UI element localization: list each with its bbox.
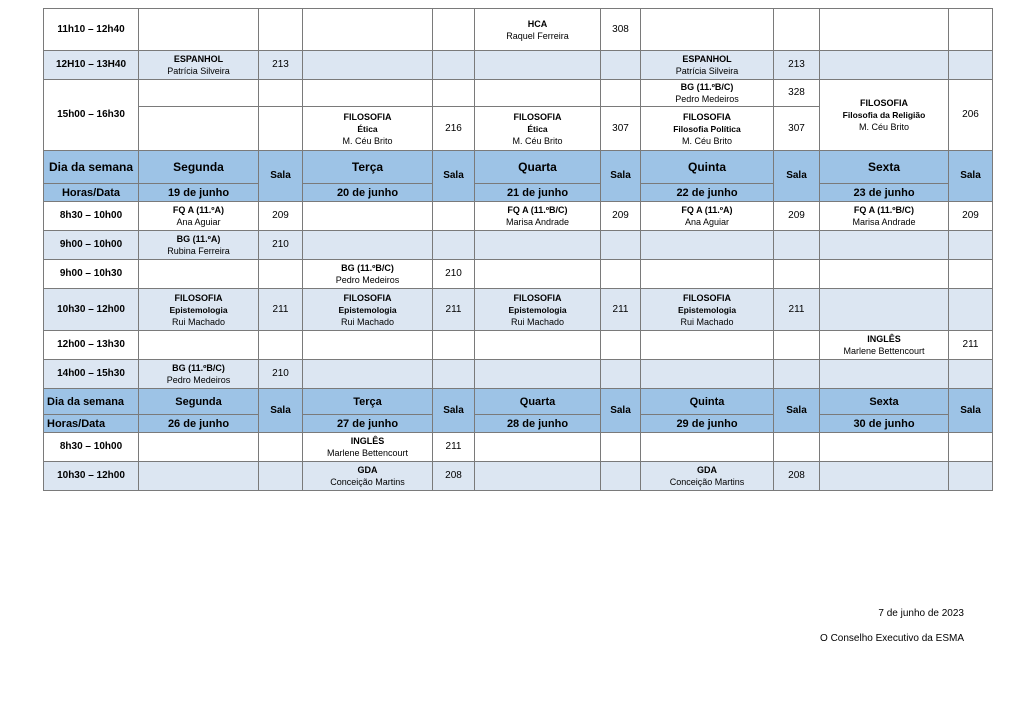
exam-subject: BG (11.ºB/C)	[341, 263, 394, 273]
exam-subject: BG (11.ºB/C)	[172, 363, 225, 373]
exam-cell	[139, 80, 259, 107]
day-name: Segunda	[139, 151, 259, 184]
room-cell	[601, 462, 641, 491]
exam-cell	[139, 462, 259, 491]
exam-topic: Epistemologia	[338, 304, 397, 315]
exam-cell	[475, 107, 601, 151]
exam-cell	[641, 80, 774, 107]
exam-cell	[641, 331, 774, 360]
room-cell	[433, 331, 475, 360]
room-cell	[949, 9, 993, 51]
day-name: Quarta	[475, 389, 601, 415]
room-header: Sala	[774, 389, 820, 433]
day-name: Quinta	[641, 389, 774, 415]
day-date: 22 de junho	[641, 184, 774, 202]
exam-cell	[303, 80, 433, 107]
room-cell: 206	[949, 80, 993, 151]
time-slot: 10h30 – 12h00	[44, 462, 139, 491]
room-cell: 209	[601, 202, 641, 231]
exam-topic: Ética	[527, 123, 548, 134]
exam-subject: FILOSOFIA	[343, 292, 392, 303]
room-cell: 211	[949, 331, 993, 360]
exam-cell	[303, 51, 433, 80]
room-header: Sala	[949, 151, 993, 202]
time-slot: 11h10 – 12h40	[44, 9, 139, 51]
room-cell	[433, 202, 475, 231]
day-name: Terça	[303, 151, 433, 184]
exam-cell	[820, 433, 949, 462]
room-cell: 210	[433, 260, 475, 289]
room-cell	[433, 51, 475, 80]
day-date: 21 de junho	[475, 184, 601, 202]
exam-cell	[820, 231, 949, 260]
time-slot: 12h00 – 13h30	[44, 331, 139, 360]
exam-cell	[303, 231, 433, 260]
room-cell	[433, 360, 475, 389]
exam-subject: INGLÊS	[350, 436, 385, 446]
exam-cell	[820, 360, 949, 389]
room-header: Sala	[259, 389, 303, 433]
exam-teacher: Rui Machado	[510, 316, 565, 327]
day-date: 20 de junho	[303, 184, 433, 202]
exam-cell	[303, 260, 433, 289]
room-cell	[949, 360, 993, 389]
time-slot: 8h30 – 10h00	[44, 202, 139, 231]
room-cell	[601, 433, 641, 462]
room-cell: 210	[259, 231, 303, 260]
exam-teacher: Rui Machado	[171, 316, 226, 327]
exam-cell	[475, 289, 601, 331]
exam-teacher: Patrícia Silveira	[167, 66, 230, 76]
exam-subject: FILOSOFIA	[174, 292, 223, 303]
room-cell	[259, 462, 303, 491]
exam-cell	[303, 433, 433, 462]
room-header: Sala	[601, 151, 641, 202]
exam-topic: Filosofia Política	[673, 123, 741, 134]
hours-date-label: Horas/Data	[44, 184, 139, 202]
time-slot: 9h00 – 10h30	[44, 260, 139, 289]
footer-date: 7 de junho de 2023	[878, 608, 964, 619]
room-cell	[601, 231, 641, 260]
exam-cell	[820, 462, 949, 491]
room-cell	[259, 260, 303, 289]
exam-subject: FILOSOFIA	[860, 98, 908, 108]
room-cell: 307	[601, 107, 641, 151]
exam-cell	[475, 9, 601, 51]
room-cell	[433, 9, 475, 51]
exam-subject: INGLÊS	[867, 334, 901, 344]
time-slot: 9h00 – 10h00	[44, 231, 139, 260]
exam-cell	[475, 433, 601, 462]
exam-cell	[303, 289, 433, 331]
exam-cell	[820, 9, 949, 51]
exam-topic: Epistemologia	[677, 304, 737, 315]
exam-teacher: M. Céu Brito	[512, 135, 563, 146]
exam-cell	[820, 260, 949, 289]
room-cell	[774, 360, 820, 389]
exam-cell	[303, 107, 433, 151]
room-cell: 209	[774, 202, 820, 231]
exam-teacher: Pedro Medeiros	[335, 275, 400, 285]
exam-cell	[641, 202, 774, 231]
exam-subject: FILOSOFIA	[683, 292, 731, 303]
room-cell: 216	[433, 107, 475, 151]
room-cell: 210	[259, 360, 303, 389]
day-date: 23 de junho	[820, 184, 949, 202]
day-name: Segunda	[139, 389, 259, 415]
exam-cell	[641, 289, 774, 331]
exam-teacher: M. Céu Brito	[342, 135, 393, 146]
time-slot: 12H10 – 13H40	[44, 51, 139, 80]
room-cell	[774, 433, 820, 462]
room-cell	[259, 80, 303, 107]
exam-teacher: Marisa Andrade	[852, 217, 916, 227]
exam-subject: GDA	[697, 465, 717, 475]
room-cell	[259, 331, 303, 360]
room-cell	[259, 9, 303, 51]
exam-subject: ESPANHOL	[682, 54, 732, 64]
room-cell	[949, 51, 993, 80]
room-cell: 308	[601, 9, 641, 51]
exam-cell	[641, 51, 774, 80]
exam-teacher: Pedro Medeiros	[675, 94, 739, 104]
exam-cell	[139, 51, 259, 80]
exam-subject: HCA	[527, 18, 548, 29]
exam-cell	[820, 331, 949, 360]
exam-subject: FQ A (11.ºA)	[681, 205, 733, 215]
exam-cell	[475, 51, 601, 80]
exam-cell	[820, 80, 949, 151]
time-slot: 10h30 – 12h00	[44, 289, 139, 331]
exam-cell	[475, 360, 601, 389]
exam-topic: Filosofia da Religião	[842, 110, 926, 120]
exam-teacher: M. Céu Brito	[858, 122, 909, 132]
exam-teacher: Rui Machado	[680, 316, 734, 327]
exam-teacher: Patrícia Silveira	[675, 66, 739, 76]
exam-cell	[139, 433, 259, 462]
exam-cell	[139, 360, 259, 389]
room-cell: 211	[259, 289, 303, 331]
room-cell: 208	[774, 462, 820, 491]
day-name: Quinta	[641, 151, 774, 184]
room-cell: 307	[774, 107, 820, 151]
room-cell	[433, 231, 475, 260]
exam-subject: BG (11.ºA)	[176, 234, 221, 244]
exam-cell	[641, 260, 774, 289]
exam-subject: FQ A (11.ºB/C)	[507, 205, 568, 215]
exam-cell	[641, 433, 774, 462]
exam-cell	[139, 331, 259, 360]
exam-teacher: Marlene Bettencourt	[326, 448, 409, 458]
exam-teacher: Marisa Andrade	[505, 217, 570, 227]
time-slot: 15h00 – 16h30	[44, 80, 139, 151]
room-cell	[949, 462, 993, 491]
exam-cell	[820, 202, 949, 231]
time-slot: 8h30 – 10h00	[44, 433, 139, 462]
day-date: 26 de junho	[139, 415, 259, 433]
exam-cell	[475, 462, 601, 491]
room-cell	[774, 9, 820, 51]
exam-cell	[303, 360, 433, 389]
exam-cell	[641, 9, 774, 51]
exam-teacher: Ana Aguiar	[684, 217, 730, 227]
room-cell	[774, 231, 820, 260]
room-cell	[601, 260, 641, 289]
exam-cell	[820, 289, 949, 331]
exam-cell	[641, 231, 774, 260]
exam-teacher: Rubina Ferreira	[167, 246, 230, 256]
exam-subject: ESPANHOL	[173, 54, 224, 64]
exam-teacher: Pedro Medeiros	[166, 375, 231, 385]
day-name: Quarta	[475, 151, 601, 184]
room-header: Sala	[433, 151, 475, 202]
exam-cell	[641, 107, 774, 151]
exam-cell	[139, 9, 259, 51]
exam-subject: FQ A (11.ºA)	[172, 205, 225, 215]
exam-cell	[475, 231, 601, 260]
footer-signature: O Conselho Executivo da ESMA	[820, 633, 964, 644]
exam-teacher: M. Céu Brito	[681, 135, 732, 146]
exam-teacher: Marlene Bettencourt	[843, 346, 925, 356]
room-cell: 213	[259, 51, 303, 80]
exam-cell	[303, 9, 433, 51]
exam-teacher: Conceição Martins	[330, 477, 405, 487]
room-cell: 208	[433, 462, 475, 491]
room-cell	[601, 51, 641, 80]
day-name: Sexta	[820, 151, 949, 184]
hours-date-label: Horas/Data	[44, 415, 139, 433]
day-of-week-label: Dia da semana	[44, 151, 139, 184]
exam-cell	[139, 231, 259, 260]
day-date: 28 de junho	[475, 415, 601, 433]
day-date: 30 de junho	[820, 415, 949, 433]
room-cell	[433, 80, 475, 107]
exam-cell	[303, 331, 433, 360]
room-cell	[774, 331, 820, 360]
exam-cell	[641, 360, 774, 389]
exam-subject: GDA	[357, 465, 378, 475]
room-header: Sala	[601, 389, 641, 433]
room-header: Sala	[433, 389, 475, 433]
time-slot: 14h00 – 15h30	[44, 360, 139, 389]
room-cell: 328	[774, 80, 820, 107]
exam-cell	[475, 260, 601, 289]
room-header: Sala	[774, 151, 820, 202]
day-of-week-label: Dia da semana	[44, 389, 139, 415]
room-cell: 211	[433, 289, 475, 331]
exam-teacher: Conceição Martins	[669, 477, 745, 487]
exam-cell	[139, 202, 259, 231]
day-date: 19 de junho	[139, 184, 259, 202]
room-cell	[601, 360, 641, 389]
exam-cell	[303, 462, 433, 491]
room-cell: 211	[601, 289, 641, 331]
exam-cell	[139, 289, 259, 331]
room-cell	[601, 331, 641, 360]
day-name: Terça	[303, 389, 433, 415]
exam-cell	[303, 202, 433, 231]
room-cell	[949, 433, 993, 462]
exam-cell	[475, 331, 601, 360]
exam-cell	[475, 80, 601, 107]
room-cell: 209	[949, 202, 993, 231]
exam-cell	[139, 260, 259, 289]
exam-cell	[475, 202, 601, 231]
room-cell	[949, 260, 993, 289]
exam-subject: BG (11.ºB/C)	[680, 82, 734, 92]
exam-subject: FQ A (11.ºB/C)	[853, 205, 915, 215]
room-header: Sala	[259, 151, 303, 202]
exam-teacher: Rui Machado	[340, 316, 395, 327]
exam-teacher: Raquel Ferreira	[506, 30, 569, 41]
exam-topic: Epistemologia	[508, 304, 567, 315]
exam-subject: FILOSOFIA	[513, 111, 562, 122]
day-name: Sexta	[820, 389, 949, 415]
exam-subject: FILOSOFIA	[513, 292, 562, 303]
exam-cell	[641, 462, 774, 491]
day-date: 27 de junho	[303, 415, 433, 433]
room-cell: 209	[259, 202, 303, 231]
room-header: Sala	[949, 389, 993, 433]
room-cell	[259, 107, 303, 151]
exam-schedule-table	[43, 8, 993, 491]
room-cell	[949, 289, 993, 331]
room-cell	[259, 433, 303, 462]
exam-cell	[139, 107, 259, 151]
room-cell: 213	[774, 51, 820, 80]
exam-topic: Ética	[357, 123, 378, 134]
room-cell	[774, 260, 820, 289]
room-cell: 211	[433, 433, 475, 462]
room-cell	[601, 80, 641, 107]
room-cell: 211	[774, 289, 820, 331]
exam-subject: FILOSOFIA	[343, 111, 392, 122]
exam-subject: FILOSOFIA	[683, 111, 731, 122]
day-date: 29 de junho	[641, 415, 774, 433]
room-cell	[949, 231, 993, 260]
exam-teacher: Ana Aguiar	[176, 217, 221, 227]
exam-topic: Epistemologia	[169, 304, 228, 315]
exam-cell	[820, 51, 949, 80]
